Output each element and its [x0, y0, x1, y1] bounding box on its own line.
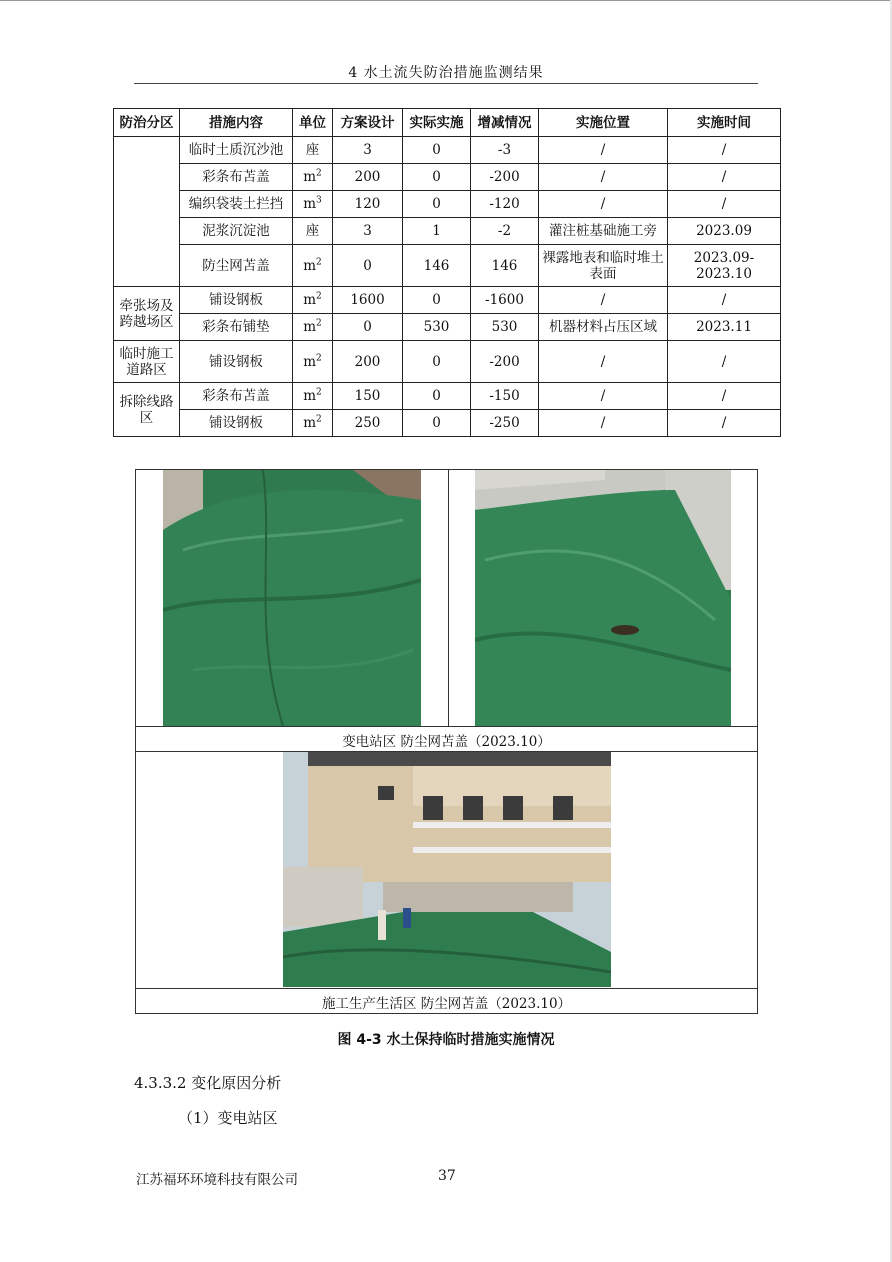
running-header: 4 水土流失防治措施监测结果 — [348, 65, 544, 81]
zone-cell: 临时施工道路区 — [114, 341, 180, 383]
time-cell: / — [668, 191, 781, 218]
change-cell: 146 — [471, 245, 539, 287]
header-rule — [134, 83, 758, 84]
design-cell: 120 — [333, 191, 403, 218]
time-cell: / — [668, 341, 781, 383]
col-header: 增减情况 — [471, 109, 539, 137]
table-row — [114, 314, 781, 341]
time-cell: / — [668, 287, 781, 314]
col-header: 实施位置 — [539, 109, 668, 137]
unit-cell: $m^3$ — [293, 191, 333, 218]
measures-table — [113, 108, 781, 437]
actual-cell: 0 — [403, 164, 471, 191]
design-cell: 0 — [333, 314, 403, 341]
table-row — [114, 191, 781, 218]
actual-cell: 1 — [403, 218, 471, 245]
unit-cell: $m^2$ — [293, 383, 333, 410]
figure-divider-3 — [136, 988, 757, 989]
section-heading: 4.3.3.2 变化原因分析 — [134, 1074, 282, 1092]
figure-frame — [135, 469, 758, 1014]
design-cell: 3 — [333, 137, 403, 164]
photo-dust-net-right — [475, 470, 731, 726]
location-cell: / — [539, 137, 668, 164]
actual-cell: 0 — [403, 191, 471, 218]
figure-title: 图 4-3 水土保持临时措施实施情况 — [337, 1032, 555, 1048]
unit-cell: $m^2$ — [293, 164, 333, 191]
caption-camp: 施工生产生活区 防尘网苫盖（2023.10） — [321, 996, 572, 1012]
location-cell: / — [539, 410, 668, 437]
location-cell: 灌注桩基础施工旁 — [539, 218, 668, 245]
change-cell: -150 — [471, 383, 539, 410]
zone-cell — [114, 137, 180, 287]
col-header: 实施时间 — [668, 109, 781, 137]
measure-cell: 铺设钢板 — [180, 410, 293, 437]
measure-cell: 彩条布铺垫 — [180, 314, 293, 341]
change-cell: -200 — [471, 164, 539, 191]
location-cell: 裸露地表和临时堆土表面 — [539, 245, 668, 287]
time-cell: 2023.09-2023.10 — [668, 245, 781, 287]
design-cell: 3 — [333, 218, 403, 245]
change-cell: -200 — [471, 341, 539, 383]
unit-cell: $m^2$ — [293, 287, 333, 314]
change-cell: 530 — [471, 314, 539, 341]
unit-cell: 座 — [293, 218, 333, 245]
photo-dust-net-left — [163, 470, 421, 726]
measure-cell: 铺设钢板 — [180, 287, 293, 314]
subsection-heading: （1）变电站区 — [178, 1109, 278, 1127]
col-header: 实际实施 — [403, 109, 471, 137]
measure-cell: 编织袋装土拦挡 — [180, 191, 293, 218]
location-cell: / — [539, 191, 668, 218]
time-cell: 2023.11 — [668, 314, 781, 341]
table-row — [114, 410, 781, 437]
location-cell: / — [539, 341, 668, 383]
change-cell: -3 — [471, 137, 539, 164]
col-header: 方案设计 — [333, 109, 403, 137]
table-row — [114, 218, 781, 245]
caption-substation: 变电站区 防尘网苫盖（2023.10） — [342, 734, 551, 750]
unit-cell: $m^2$ — [293, 341, 333, 383]
design-cell: 1600 — [333, 287, 403, 314]
table-row — [114, 164, 781, 191]
time-cell: / — [668, 164, 781, 191]
zone-cell: 拆除线路区 — [114, 383, 180, 437]
location-cell: 机器材料占压区域 — [539, 314, 668, 341]
actual-cell: 0 — [403, 383, 471, 410]
actual-cell: 530 — [403, 314, 471, 341]
change-cell: -2 — [471, 218, 539, 245]
location-cell: / — [539, 287, 668, 314]
change-cell: -250 — [471, 410, 539, 437]
actual-cell: 0 — [403, 410, 471, 437]
unit-cell: $m^2$ — [293, 410, 333, 437]
change-cell: -120 — [471, 191, 539, 218]
col-header: 防治分区 — [114, 109, 180, 137]
change-cell: -1600 — [471, 287, 539, 314]
measure-cell: 防尘网苫盖 — [180, 245, 293, 287]
table-row — [114, 341, 781, 383]
time-cell: / — [668, 137, 781, 164]
col-header: 单位 — [293, 109, 333, 137]
design-cell: 200 — [333, 341, 403, 383]
time-cell: / — [668, 383, 781, 410]
time-cell: / — [668, 410, 781, 437]
page-number: 37 — [438, 1168, 456, 1184]
top-border — [0, 0, 892, 1]
figure-divider-1 — [136, 726, 757, 727]
table-row — [114, 287, 781, 314]
table-row — [114, 137, 781, 164]
actual-cell: 146 — [403, 245, 471, 287]
measure-cell: 泥浆沉淀池 — [180, 218, 293, 245]
actual-cell: 0 — [403, 287, 471, 314]
table-header-row — [114, 109, 781, 137]
measure-cell: 临时土质沉沙池 — [180, 137, 293, 164]
time-cell: 2023.09 — [668, 218, 781, 245]
design-cell: 0 — [333, 245, 403, 287]
location-cell: / — [539, 383, 668, 410]
design-cell: 200 — [333, 164, 403, 191]
unit-cell: $m^2$ — [293, 245, 333, 287]
footer-company: 江苏福环环境科技有限公司 — [136, 1172, 298, 1188]
col-header: 措施内容 — [180, 109, 293, 137]
zone-cell: 牵张场及跨越场区 — [114, 287, 180, 341]
actual-cell: 0 — [403, 137, 471, 164]
measure-cell: 铺设钢板 — [180, 341, 293, 383]
unit-cell: 座 — [293, 137, 333, 164]
measure-cell: 彩条布苫盖 — [180, 164, 293, 191]
actual-cell: 0 — [403, 341, 471, 383]
location-cell: / — [539, 164, 668, 191]
design-cell: 150 — [333, 383, 403, 410]
photo-construction-camp — [283, 752, 611, 987]
figure-divider-vertical — [448, 470, 449, 726]
unit-cell: $m^2$ — [293, 314, 333, 341]
measure-cell: 彩条布苫盖 — [180, 383, 293, 410]
design-cell: 250 — [333, 410, 403, 437]
table-row — [114, 383, 781, 410]
table-row — [114, 245, 781, 287]
